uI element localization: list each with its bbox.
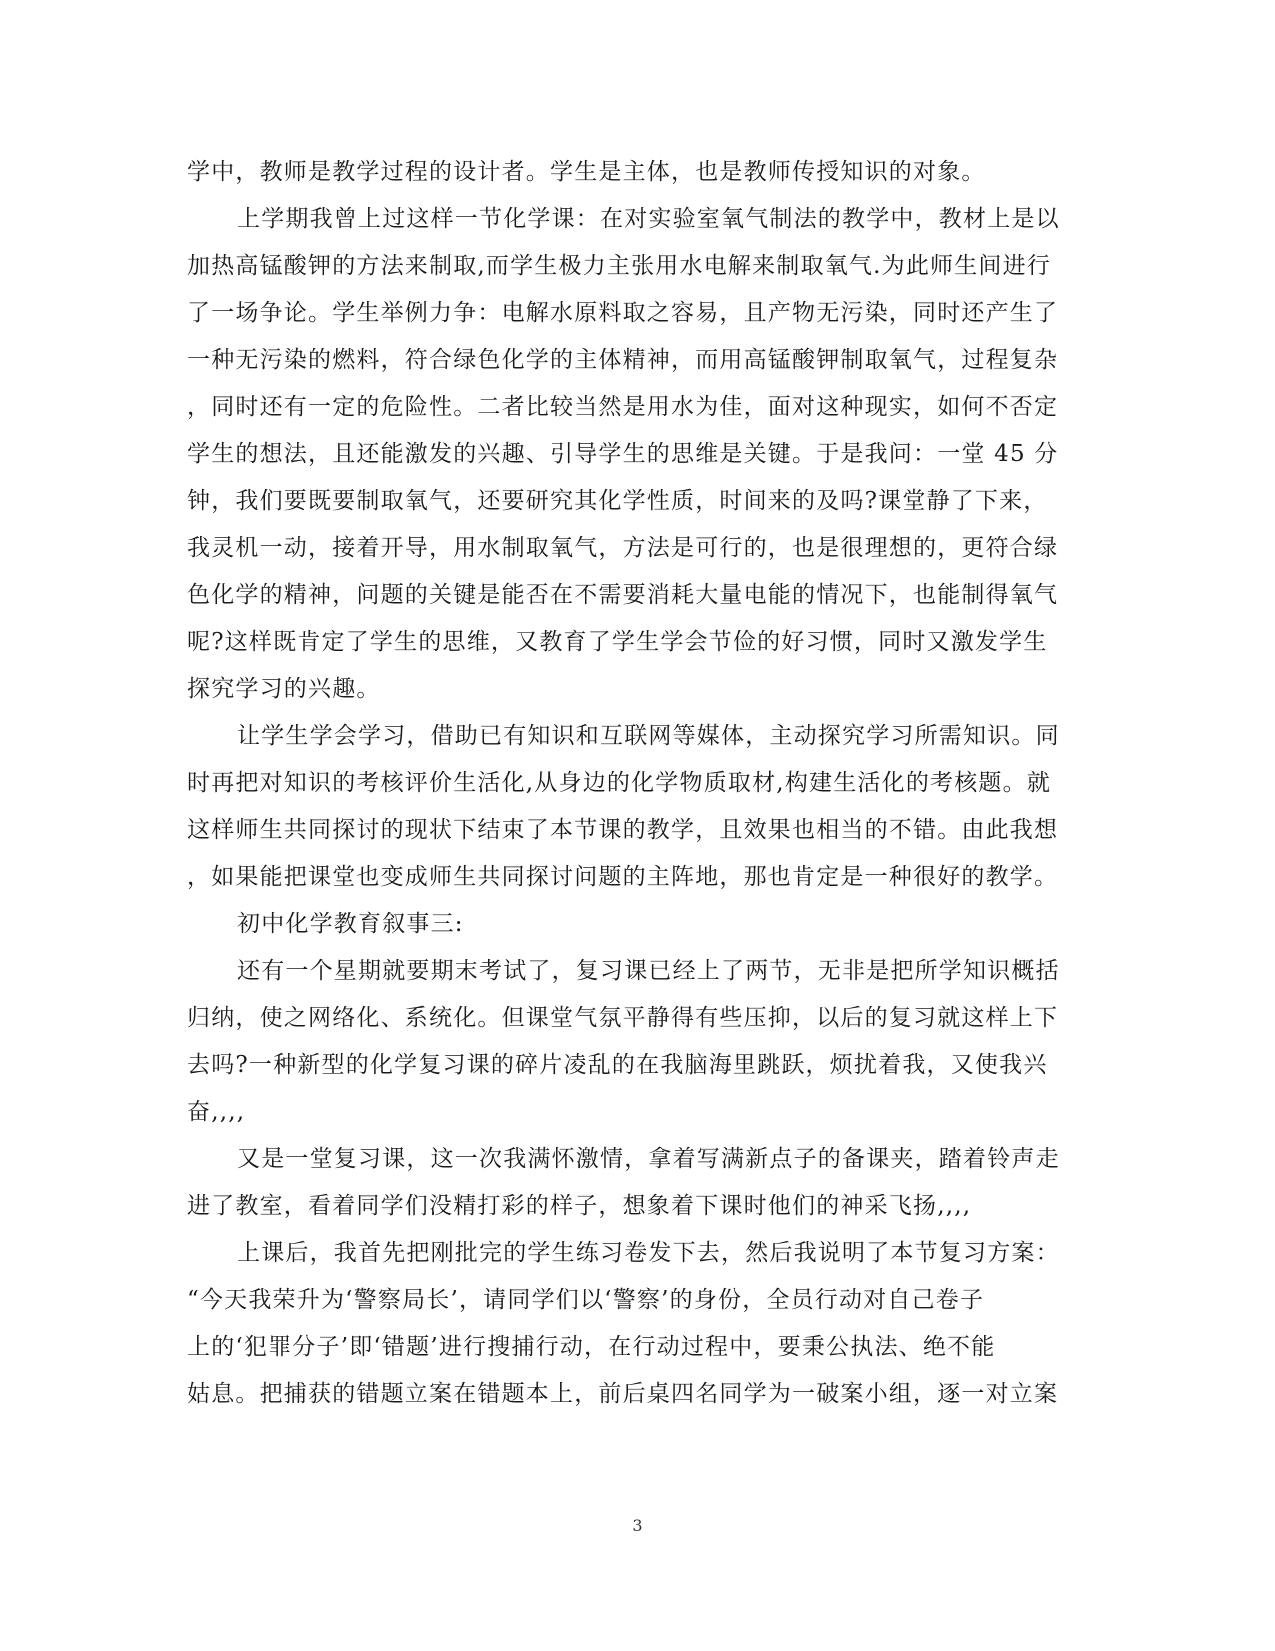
text-line: 上学期我曾上过这样一节化学课：在对实验室氧气制法的教学中，教材上是以 <box>237 206 1060 232</box>
text-line: 我灵机一动，接着开导，用水制取氧气，方法是可行的，也是很理想的，更符合绿 <box>187 535 1059 561</box>
text-line: 学中，教师是教学过程的设计者。学生是主体，也是教师传授知识的对象。 <box>187 159 986 185</box>
page-number: 3 <box>632 1516 643 1535</box>
text-line: 奋,,,, <box>187 1099 246 1125</box>
text-line: 一种无污染的燃料，符合绿色化学的主体精神，而用高锰酸钾制取氧气，过程复杂 <box>187 347 1059 373</box>
text-line: 学生的想法，且还能激发的兴趣、引导学生的思维是关键。于是我问：一堂 45 分 <box>187 441 1059 467</box>
text-line: ，同时还有一定的危险性。二者比较当然是用水为佳，面对这种现实，如何不否定 <box>187 394 1059 420</box>
text-line: 还有一个星期就要期末考试了，复习课已经上了两节，无非是把所学知识概括 <box>237 958 1060 984</box>
section-heading: 初中化学教育叙事三: <box>237 911 464 937</box>
text-line: 去吗?一种新型的化学复习课的碎片凌乱的在我脑海里跳跃，烦扰着我，又使我兴 <box>187 1052 1048 1078</box>
text-line: 这样师生共同探讨的现状下结束了本节课的教学，且效果也相当的不错。由此我想 <box>187 817 1059 843</box>
text-line: ，如果能把课堂也变成师生共同探讨问题的主阵地，那也肯定是一种很好的教学。 <box>187 864 1059 890</box>
text-line: 呢?这样既肯定了学生的思维，又教育了学生学会节俭的好习惯，同时又激发学生 <box>187 629 1048 655</box>
text-line: 色化学的精神，问题的关键是能否在不需要消耗大量电能的情况下，也能制得氧气 <box>187 582 1059 608</box>
text-line: 时再把对知识的考核评价生活化,从身边的化学物质取材,构建生活化的考核题。就 <box>187 770 1052 796</box>
text-line: 探究学习的兴趣。 <box>187 676 381 702</box>
text-line: 加热高锰酸钾的方法来制取,而学生极力主张用水电解来制取氧气.为此师生间进行 <box>187 253 1052 279</box>
text-line: 归纳，使之网络化、系统化。但课堂气氛平静得有些压抑，以后的复习就这样上下 <box>187 1005 1059 1031</box>
text-line: 了一场争论。学生举例力争：电解水原料取之容易，且产物无污染，同时还产生了 <box>187 300 1059 326</box>
text-line: 上课后，我首先把刚批完的学生练习卷发下去，然后我说明了本节复习方案： <box>237 1240 1060 1266</box>
text-line: 进了教室，看着同学们没精打彩的样子，想象着下课时他们的神采飞扬,,,, <box>187 1193 972 1219</box>
text-line: 钟，我们要既要制取氧气，还要研究其化学性质，时间来的及吗?课堂静了下来， <box>187 488 1048 514</box>
text-line: “今天我荣升为‘警察局长’，请同学们以‘警察’的身份，全员行动对自己卷子 <box>187 1287 985 1313</box>
text-line: 让学生学会学习，借助已有知识和互联网等媒体，主动探究学习所需知识。同 <box>237 723 1060 749</box>
text-line: 姑息。把捕获的错题立案在错题本上，前后桌四名同学为一破案小组，逐一对立案 <box>187 1381 1059 1407</box>
text-line: 又是一堂复习课，这一次我满怀激情，拿着写满新点子的备课夹，踏着铃声走 <box>237 1146 1060 1172</box>
text-line: 上的‘犯罪分子’即‘错题’进行搜捕行动，在行动过程中，要秉公执法、绝不能 <box>187 1334 996 1360</box>
